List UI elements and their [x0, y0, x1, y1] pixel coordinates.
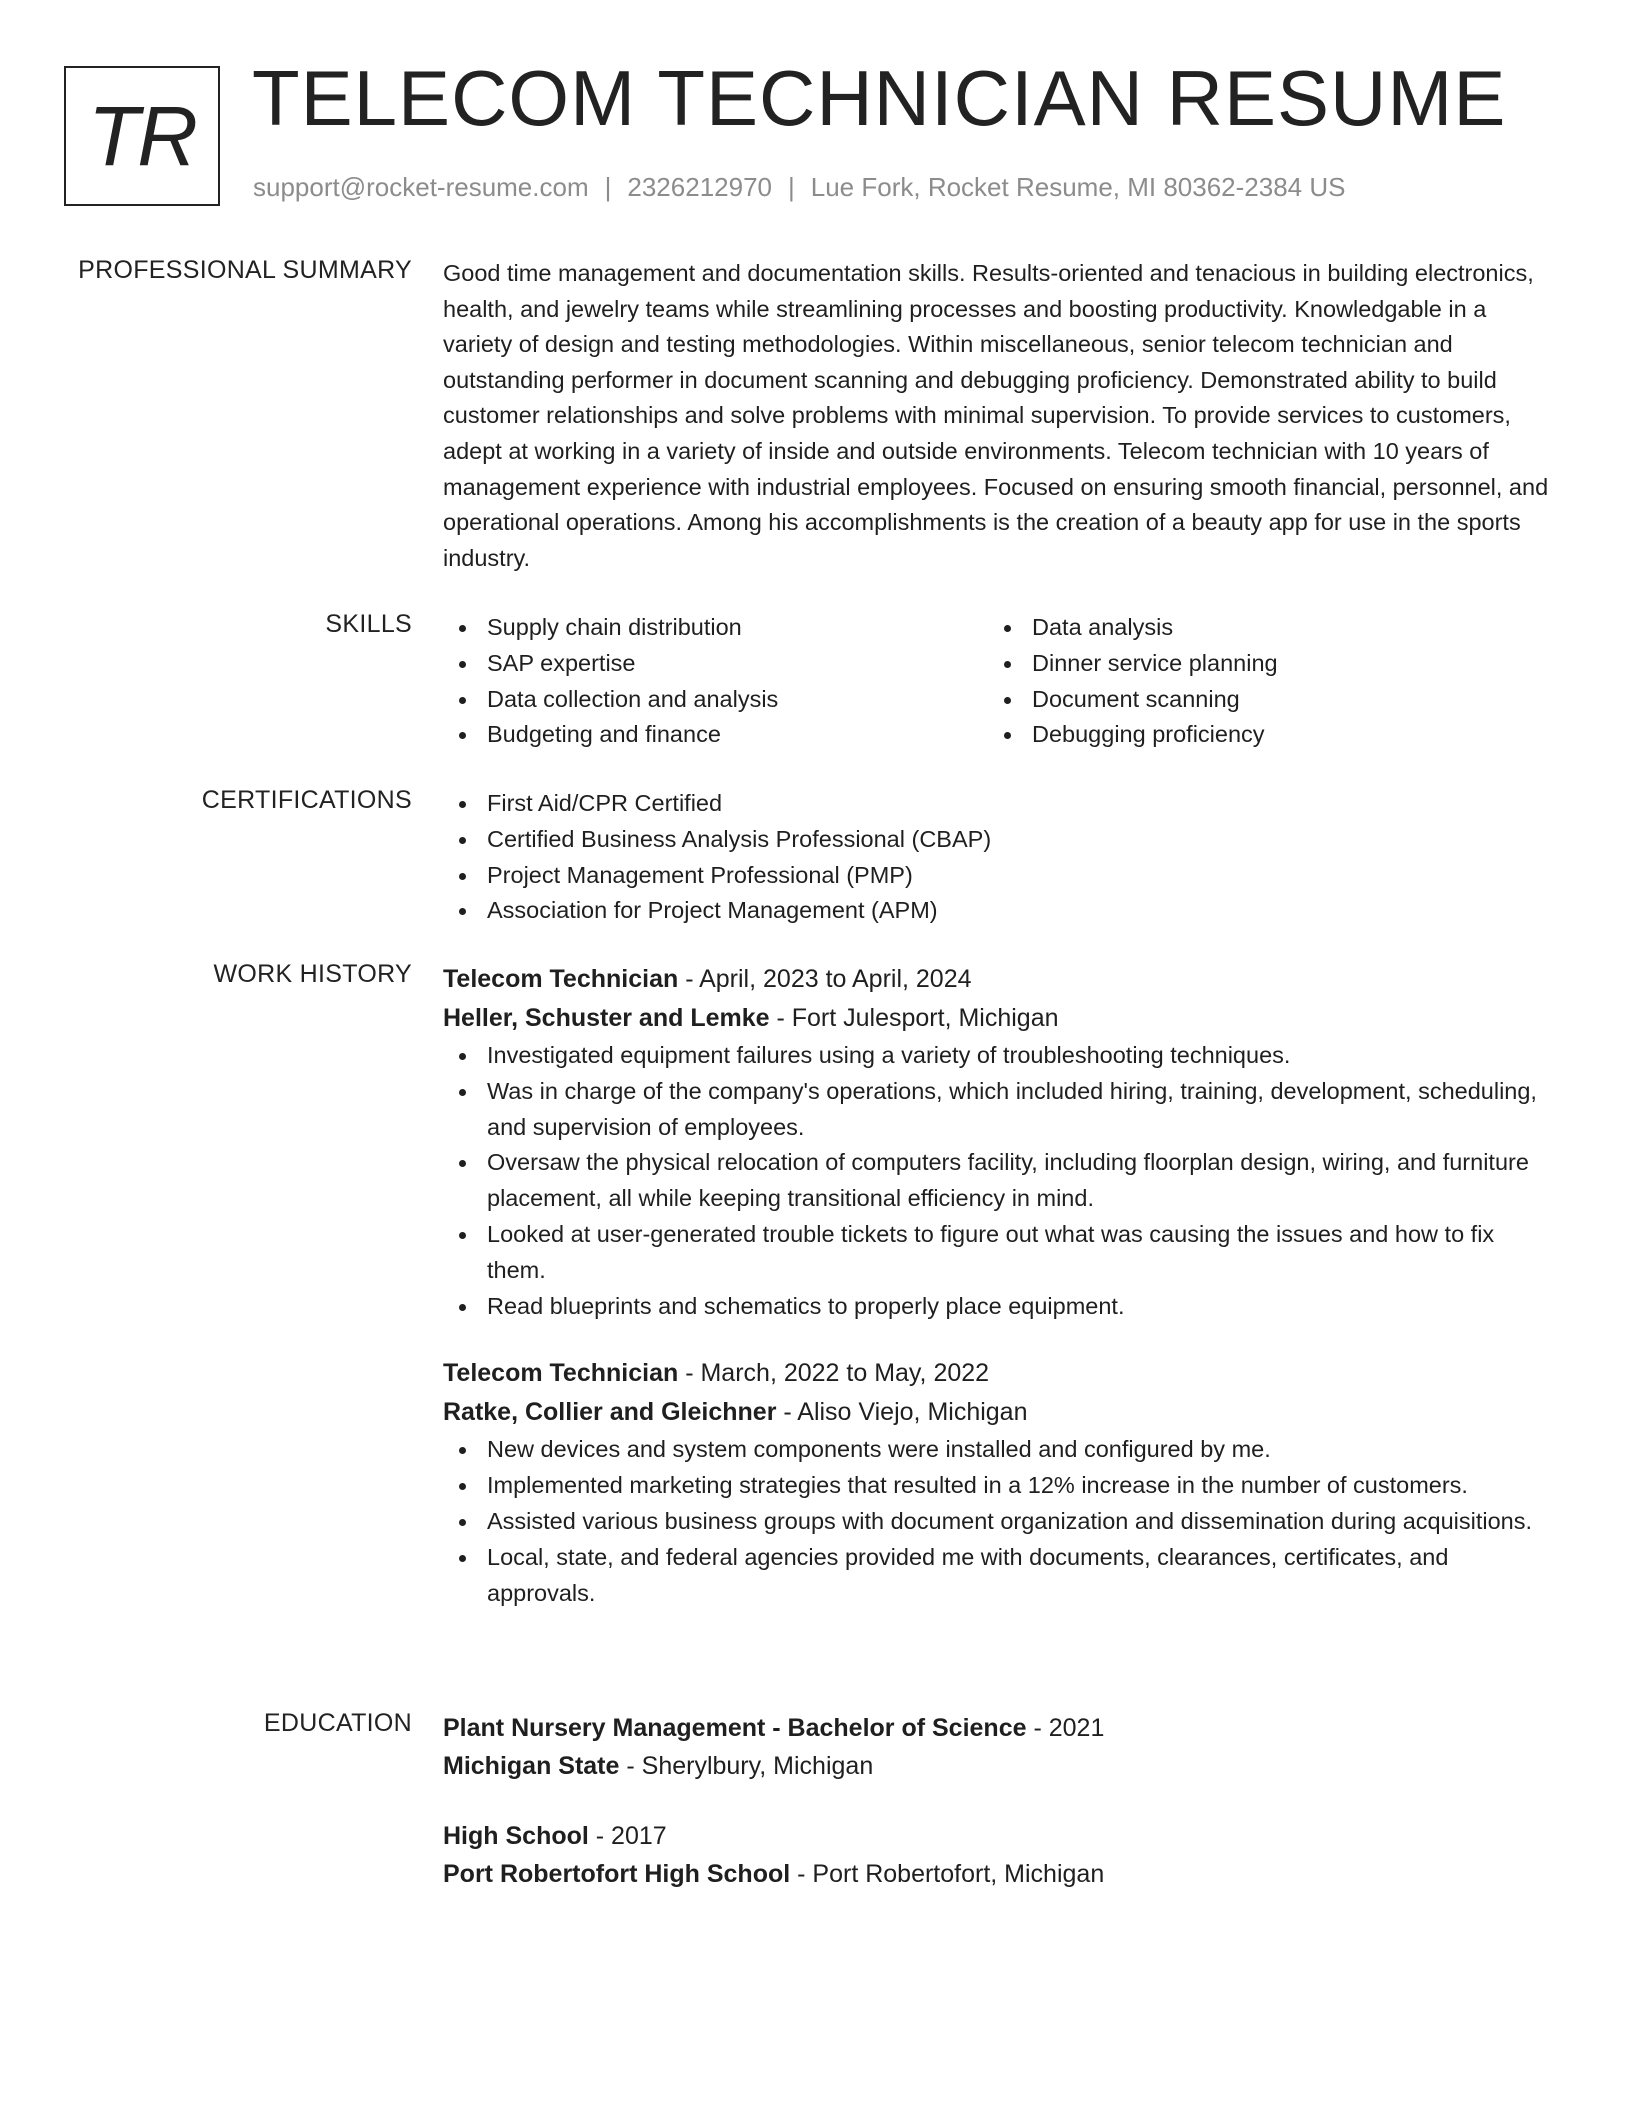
job-title-line — [443, 1354, 1553, 1393]
job-title-line — [443, 960, 1553, 999]
education-degree: Plant Nursery Management - Bachelor of Science — [443, 1714, 1027, 1742]
work-history-body — [443, 960, 1553, 1611]
education-body — [443, 1709, 1553, 1893]
certification-item: Project Management Professional (PMP) — [443, 858, 1553, 894]
education-school: Michigan State — [443, 1752, 620, 1780]
education-location: - Port Robertofort, Michigan — [790, 1860, 1105, 1888]
job-dates: - April, 2023 to April, 2024 — [678, 965, 972, 993]
skill-item: Data collection and analysis — [443, 682, 988, 718]
summary-text: Good time management and documentation skills. Results-oriented and tenacious in building electronics, health, and jewelry teams while streamlining processes and boosting productivity. Knowledgable in a variety of design and testing methodologies. Within miscellaneous, senior telecom technician and outstanding performer in document scanning and debugging proficiency. Demonstrated ability to build customer relationships and solve problems with minimal supervision. To provide services to customers, adept at working in a variety of inside and outside environments. Telecom technician with 10 years of management experience with industrial employees. Focused on ensuring smooth financial, personnel, and operational operations. Among his accomplishments is the creation of a beauty app for use in the sports industry. — [443, 260, 1549, 571]
education-school-line — [443, 1747, 1553, 1785]
education-degree-line — [443, 1709, 1553, 1747]
job-entry — [443, 1354, 1553, 1611]
job-title: Telecom Technician — [443, 965, 679, 993]
skills-column — [443, 610, 988, 753]
responsibility-item: New devices and system components were installed and configured by me. — [443, 1432, 1553, 1468]
certification-item: Certified Business Analysis Professional (CBAP) — [443, 822, 1553, 858]
responsibility-item: Local, state, and federal agencies provided me with documents, clearances, certificates, and approvals. — [443, 1540, 1553, 1612]
skills-list — [443, 610, 1553, 753]
education-school: Port Robertofort High School — [443, 1860, 791, 1888]
responsibility-item: Implemented marketing strategies that resulted in a 12% increase in the number of customers. — [443, 1468, 1553, 1504]
job-company: Heller, Schuster and Lemke — [443, 1004, 770, 1032]
job-title: Telecom Technician — [443, 1359, 679, 1388]
section-heading-work-history: WORK HISTORY — [213, 960, 412, 988]
job-entry — [443, 960, 1553, 1324]
skill-item: Supply chain distribution — [443, 610, 988, 646]
skills-column — [988, 610, 1533, 753]
contact-separator: | — [788, 172, 795, 202]
job-company-line — [443, 999, 1553, 1038]
section-heading-summary: PROFESSIONAL SUMMARY — [78, 256, 412, 284]
certification-item: Association for Project Management (APM) — [443, 893, 1553, 929]
skill-item: Document scanning — [988, 682, 1533, 718]
job-responsibilities — [443, 1432, 1553, 1611]
education-location: - Sherylbury, Michigan — [619, 1752, 874, 1780]
section-heading-certifications: CERTIFICATIONS — [201, 786, 412, 814]
responsibility-item: Investigated equipment failures using a variety of troubleshooting techniques. — [443, 1038, 1553, 1074]
education-degree: High School — [443, 1822, 589, 1850]
responsibility-item: Assisted various business groups with document organization and dissemination during acquisitions. — [443, 1504, 1553, 1540]
education-school-line — [443, 1855, 1553, 1893]
monogram-logo: TR — [64, 66, 220, 206]
job-location: - Aliso Viejo, Michigan — [776, 1398, 1028, 1427]
responsibility-item: Read blueprints and schematics to properly place equipment. — [443, 1289, 1553, 1325]
job-responsibilities — [443, 1038, 1553, 1324]
skill-item: Debugging proficiency — [988, 717, 1533, 753]
summary-body — [443, 256, 1553, 576]
responsibility-item: Oversaw the physical relocation of computers facility, including floorplan design, wiring, and furniture placement, all while keeping transitional efficiency in mind. — [443, 1145, 1553, 1217]
contact-separator: | — [604, 172, 612, 202]
contact-line — [253, 172, 1345, 203]
skill-item: Data analysis — [988, 610, 1533, 646]
skill-item: Budgeting and finance — [443, 717, 988, 753]
skill-item: Dinner service planning — [988, 646, 1533, 682]
education-year: - 2017 — [588, 1822, 667, 1850]
education-entry — [443, 1817, 1553, 1893]
contact-address: Lue Fork, Rocket Resume, MI 80362-2384 US — [810, 172, 1346, 202]
section-heading-skills: SKILLS — [325, 610, 412, 638]
certifications-list — [443, 786, 1553, 929]
job-dates: - March, 2022 to May, 2022 — [678, 1359, 990, 1388]
responsibility-item: Was in charge of the company's operations, which included hiring, training, development, scheduling, and supervision of employees. — [443, 1074, 1553, 1146]
education-entry — [443, 1709, 1553, 1785]
education-degree-line — [443, 1817, 1553, 1855]
contact-phone[interactable]: 2326212970 — [627, 172, 772, 202]
job-company-line — [443, 1393, 1553, 1432]
job-company: Ratke, Collier and Gleichner — [443, 1398, 777, 1427]
job-location: - Fort Julesport, Michigan — [769, 1004, 1059, 1032]
certifications-body — [443, 786, 1553, 929]
skill-item: SAP expertise — [443, 646, 988, 682]
section-heading-education: EDUCATION — [263, 1709, 412, 1737]
responsibility-item: Looked at user-generated trouble tickets to figure out what was causing the issues and how to fix them. — [443, 1217, 1553, 1289]
page-title: TELECOM TECHNICIAN RESUME — [252, 54, 1507, 142]
certification-item: First Aid/CPR Certified — [443, 786, 1553, 822]
education-year: - 2021 — [1026, 1714, 1105, 1742]
contact-email[interactable]: support@rocket-resume.com — [253, 172, 589, 202]
